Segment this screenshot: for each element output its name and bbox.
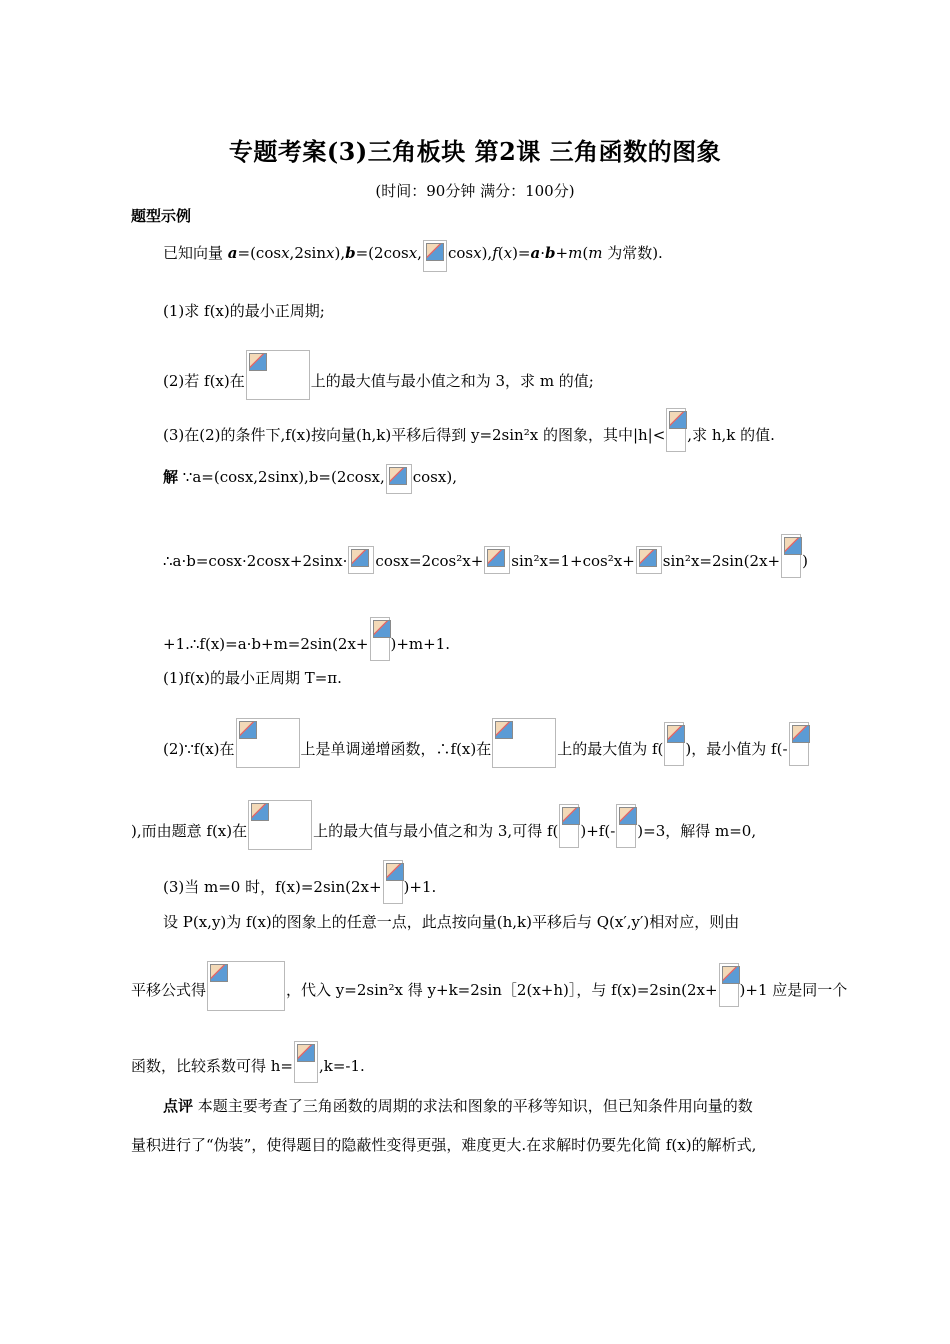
broken-image-icon	[348, 546, 374, 574]
broken-image-icon	[386, 464, 412, 494]
broken-image-icon	[383, 860, 403, 904]
page-subtitle: (时间：90分钟 满分：100分)	[375, 182, 575, 200]
solution-line-3: +1.∴f(x)=a·b+m=2sin(2x+ )+m+1.	[163, 617, 450, 661]
broken-image-icon	[492, 718, 556, 768]
question-2: (2)若 f(x)在 上的最大值与最小值之和为 3，求 m 的值;	[163, 350, 594, 400]
broken-image-icon	[423, 240, 447, 272]
broken-image-icon	[236, 718, 300, 768]
question-3: (3)在(2)的条件下,f(x)按向量(h,k)平移后得到 y=2sin²x 的图象，其中|h|< ,求 h,k 的值.	[163, 408, 775, 452]
broken-image-icon	[370, 617, 390, 661]
broken-image-icon	[294, 1041, 318, 1083]
broken-image-icon	[666, 408, 686, 452]
broken-image-icon	[207, 961, 285, 1011]
broken-image-icon	[248, 800, 312, 850]
broken-image-icon	[636, 546, 662, 574]
page-title: 专题考案(3)三角板块 第2课 三角函数的图象	[228, 137, 722, 166]
broken-image-icon	[616, 804, 636, 848]
broken-image-icon	[789, 722, 809, 766]
solution-line-7: (3)当 m=0 时，f(x)=2sin(2x+ )+1.	[163, 860, 436, 904]
broken-image-icon	[559, 804, 579, 848]
comment-line-1: 点评 本题主要考查了三角函数的周期的求法和图象的平移等知识，但已知条件用向量的数	[163, 1097, 753, 1115]
solution-line-1: 解 ∵a=(cosx,2sinx),b=(2cosx, cosx),	[163, 464, 457, 494]
comment-line-2: 量积进行了“伪装”，使得题目的隐蔽性变得更强，难度更大.在求解时仍要先化简 f(x)的解析式,	[131, 1136, 757, 1154]
broken-image-icon	[781, 534, 801, 578]
solution-line-8: 设 P(x,y)为 f(x)的图象上的任意一点，此点按向量(h,k)平移后与 Q(x′,y′)相对应，则由	[163, 913, 740, 931]
problem-intro: 已知向量 a=(cosx,2sinx),b=(2cosx, cosx),f(x)=a·b+m(m 为常数).	[163, 240, 663, 272]
section-heading: 题型示例	[131, 207, 192, 225]
solution-line-6: ),而由题意 f(x)在 上的最大值与最小值之和为 3,可得 f( )+f(- )=3，解得 m=0,	[131, 800, 756, 850]
broken-image-icon	[719, 963, 739, 1007]
solution-line-9: 平移公式得 ，代入 y=2sin²x 得 y+k=2sin［2(x+h)］，与 f(x)=2sin(2x+ )+1 应是同一个	[131, 961, 847, 1011]
question-1: (1)求 f(x)的最小正周期;	[163, 302, 325, 320]
broken-image-icon	[246, 350, 310, 400]
broken-image-icon	[664, 722, 684, 766]
solution-line-5: (2)∵f(x)在 上是单调递增函数，∴f(x)在 上的最大值为 f( )，最小值为 f(-	[163, 718, 810, 768]
broken-image-icon	[484, 546, 510, 574]
solution-line-2: ∴a·b=cosx·2cosx+2sinx· cosx=2cos²x+ sin²x=1+cos²x+ sin²x=2sin(2x+ )	[163, 534, 808, 578]
solution-line-4: (1)f(x)的最小正周期 T=π.	[163, 669, 342, 687]
solution-line-10: 函数，比较系数可得 h= ,k=-1.	[131, 1041, 365, 1083]
